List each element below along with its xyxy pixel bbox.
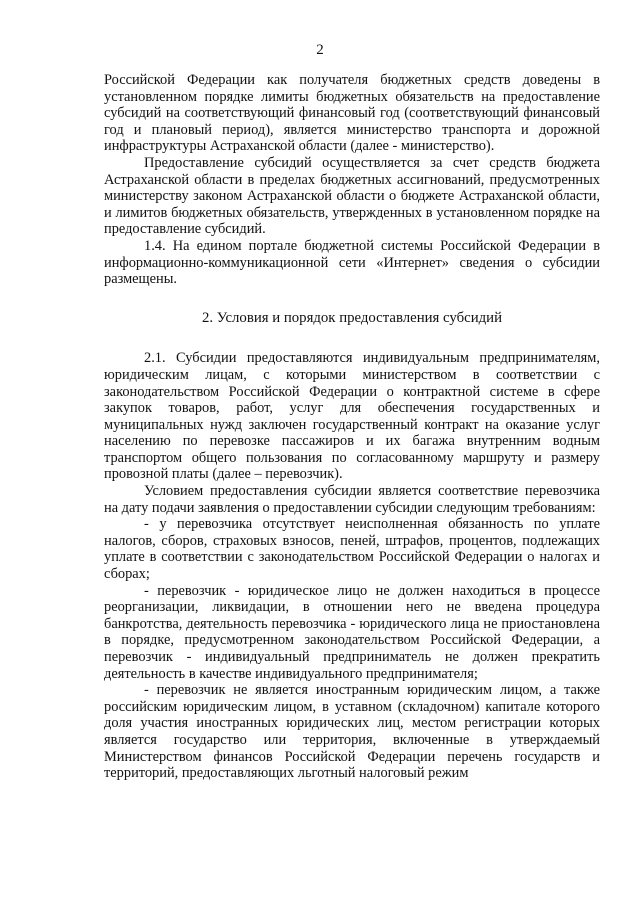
page-number: 2 xyxy=(316,42,324,58)
requirement-not-foreign: - перевозчик не является иностранным юридическим лицом, а также российским юридическим лицом, в уставном (складочном) капитале которого доля участия иностранных юридических лиц, местом регистрации которых является государство или территория, включенные в утверждаемый Министерством финансов Российской Федерации перечень государств и территорий, предоставляющих льготный налоговый режим xyxy=(104,682,600,782)
paragraph-2-1: 2.1. Субсидии предоставляются индивидуальным предпринимателям, юридическим лицам, с которыми министерством в соответствии с законодательством Российской Федерации о контрактной системе в сфере закупок товаров, работ, услуг для обеспечения государственных и муниципальных нужд заключен государственный контракт на оказание услуг населению по перевозке пассажиров и их багажа внутренним водным транспортом общего пользования по согласованному маршруту и размеру провозной платы (далее – перевозчик). xyxy=(104,350,600,483)
paragraph-1-4: 1.4. На едином портале бюджетной системы Российской Федерации в информационно-коммуникационной сети «Интернет» сведения о субсидии размещены. xyxy=(104,237,600,288)
document-body xyxy=(104,72,600,782)
paragraph-funding-source: Предоставление субсидий осуществляется за счет средств бюджета Астраханской области в пределах бюджетных ассигнований, предусмотренных министерству законом Астраханской области о бюджете Астраханской области, и лимитов бюджетных обязательств, утвержденных в установленном порядке на предоставление субсидий. xyxy=(104,154,600,238)
requirement-no-tax-debt: - у перевозчика отсутствует неисполненная обязанность по уплате налогов, сборов, страховых взносов, пеней, штрафов, процентов, подлежащих уплате в соответствии с законодательством Российской Федерации о налогах и сборах; xyxy=(104,516,600,583)
section-heading: 2. Условия и порядок предоставления субсидий xyxy=(201,309,503,326)
paragraph-conditions: Условием предоставления субсидии является соответствие перевозчика на дату подачи заявления о предоставлении субсидии следующим требованиям: xyxy=(104,483,600,516)
paragraph-continuation: Российской Федерации как получателя бюджетных средств доведены в установленном порядке лимиты бюджетных обязательств на предоставление субсидий на соответствующий финансовый год (соответствующий финансовый год и плановый период), является министерство транспорта и дорожной инфраструктуры Астраханской области (далее - министерство). xyxy=(104,72,600,155)
requirement-no-reorganization: - перевозчик - юридическое лицо не должен находиться в процессе реорганизации, ликвидации, в отношении него не введена процедура банкротства, деятельность перевозчика - юридического лица не приостановлена в порядке, предусмотренном законодательством Российской Федерации, а перевозчик - индивидуальный предприниматель не должен прекратить деятельность в качестве индивидуального предпринимателя; xyxy=(104,582,600,682)
